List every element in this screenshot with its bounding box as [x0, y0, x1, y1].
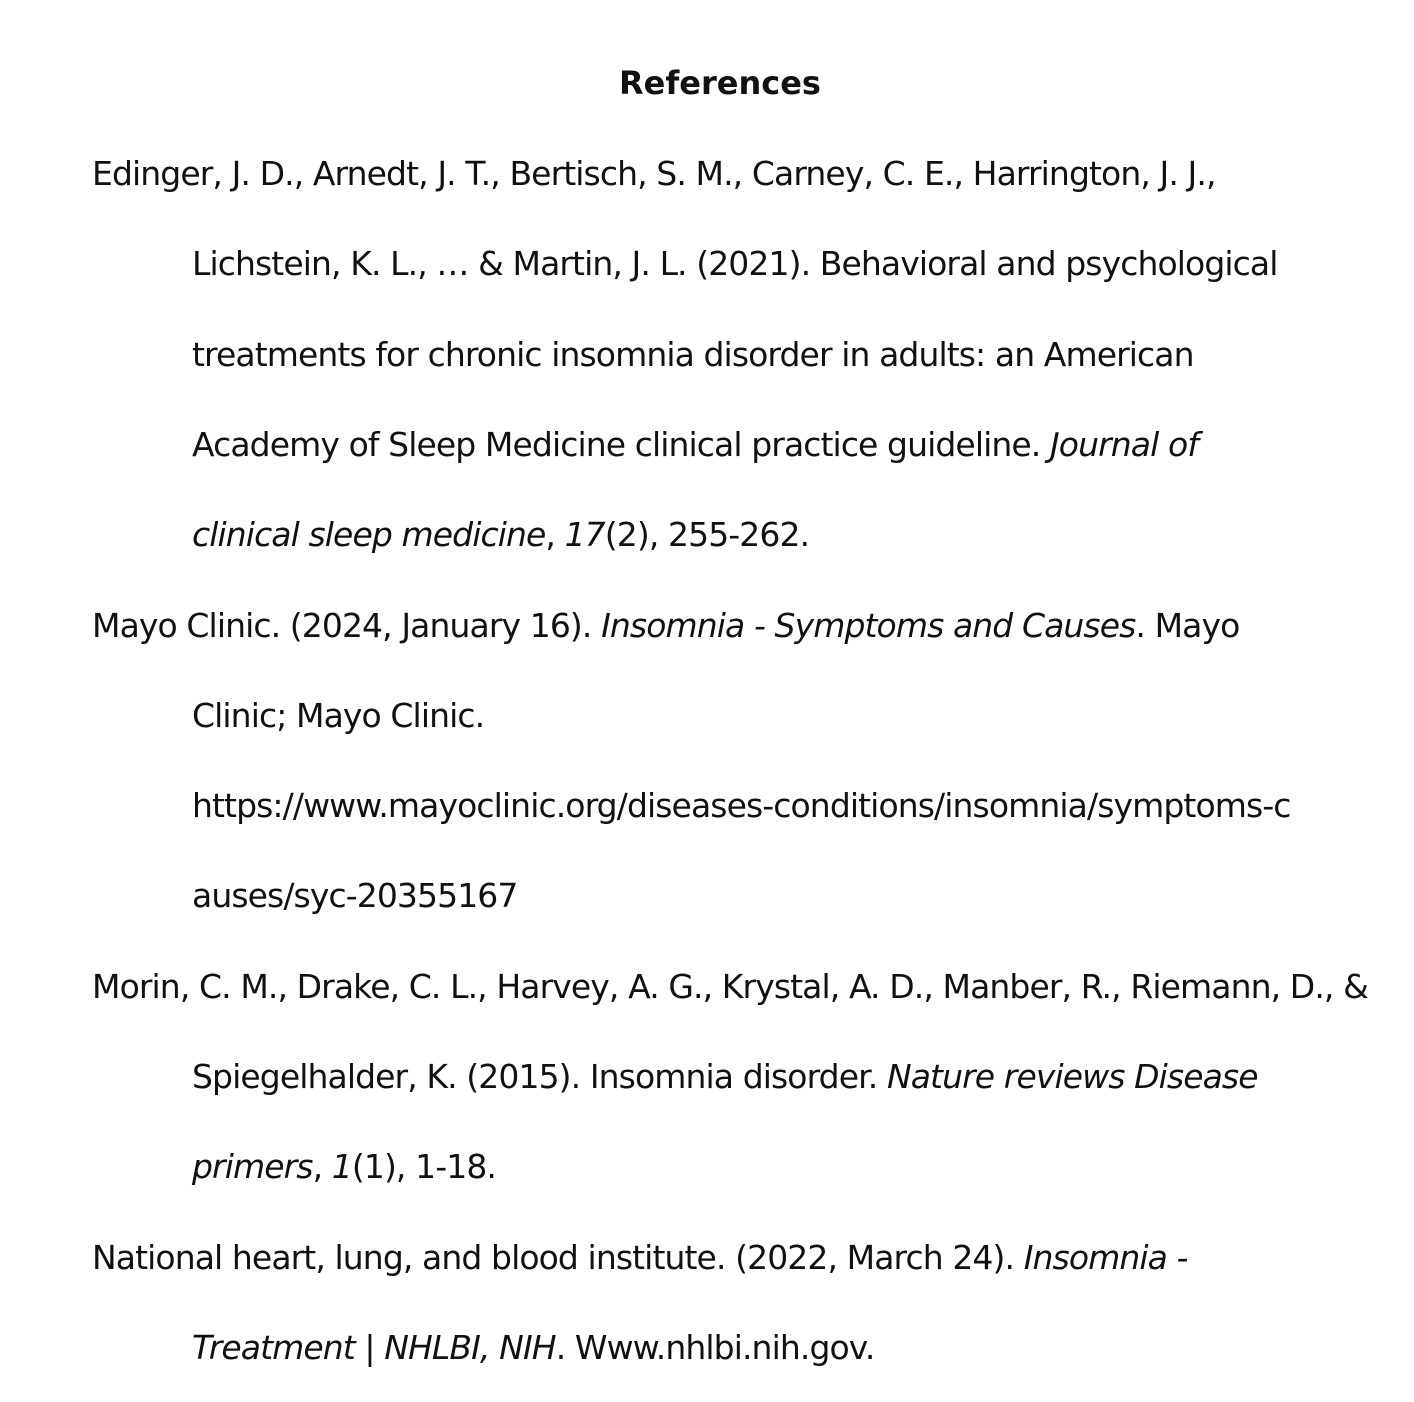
italic-text: primers: [192, 1147, 313, 1186]
text-segment: treatments for chronic insomnia disorder in adults: an American: [192, 335, 1194, 374]
italic-text: Journal of: [1049, 425, 1198, 464]
reference-line: [192, 696, 484, 736]
reference-line: [192, 244, 1277, 284]
reference-line: [192, 425, 1198, 465]
italic-text: 17: [564, 515, 605, 554]
reference-line: [192, 1328, 874, 1368]
reference-line: [192, 515, 809, 555]
text-segment: Edinger, J. D., Arnedt, J. T., Bertisch, S. M., Carney, C. E., Harrington, J. J.,: [92, 154, 1216, 193]
text-segment: https://www.mayoclinic.org/diseases-conditions/insomnia/symptoms-c: [192, 786, 1291, 825]
text-segment: (2), 255-262.: [604, 515, 810, 554]
text-segment: Academy of Sleep Medicine clinical practice guideline.: [192, 425, 1050, 464]
italic-text: clinical sleep medicine: [192, 515, 546, 554]
italic-text: Insomnia -: [1023, 1238, 1188, 1277]
italic-text: Nature reviews Disease: [886, 1057, 1258, 1096]
reference-line: [192, 876, 517, 916]
italic-text: 1: [331, 1147, 352, 1186]
italic-text: Insomnia - Symptoms and Causes: [601, 606, 1136, 645]
text-segment: . Www.nhlbi.nih.gov.: [555, 1328, 875, 1367]
page-title: References: [619, 64, 821, 102]
text-segment: National heart, lung, and blood institute. (2022, March 24).: [92, 1238, 1024, 1277]
italic-text: Treatment | NHLBI, NIH: [192, 1328, 556, 1367]
text-segment: auses/syc-20355167: [192, 876, 518, 915]
reference-line: [92, 967, 1368, 1007]
reference-line: [192, 1057, 1258, 1097]
text-segment: . Mayo: [1135, 606, 1240, 645]
text-segment: Clinic; Mayo Clinic.: [192, 696, 485, 735]
text-segment: Lichstein, K. L., … & Martin, J. L. (2021). Behavioral and psychological: [192, 244, 1278, 283]
reference-line: [192, 335, 1194, 375]
text-segment: ,: [545, 515, 565, 554]
text-segment: Spiegelhalder, K. (2015). Insomnia disorder.: [192, 1057, 887, 1096]
reference-line: [92, 606, 1239, 646]
text-segment: Mayo Clinic. (2024, January 16).: [92, 606, 602, 645]
text-segment: Morin, C. M., Drake, C. L., Harvey, A. G., Krystal, A. D., Manber, R., Riemann, D., &: [92, 967, 1368, 1006]
reference-line: [92, 1238, 1188, 1278]
reference-line: [192, 1147, 496, 1187]
text-segment: (1), 1-18.: [351, 1147, 496, 1186]
reference-line: [192, 786, 1291, 826]
text-segment: ,: [312, 1147, 332, 1186]
reference-line: [92, 154, 1216, 194]
